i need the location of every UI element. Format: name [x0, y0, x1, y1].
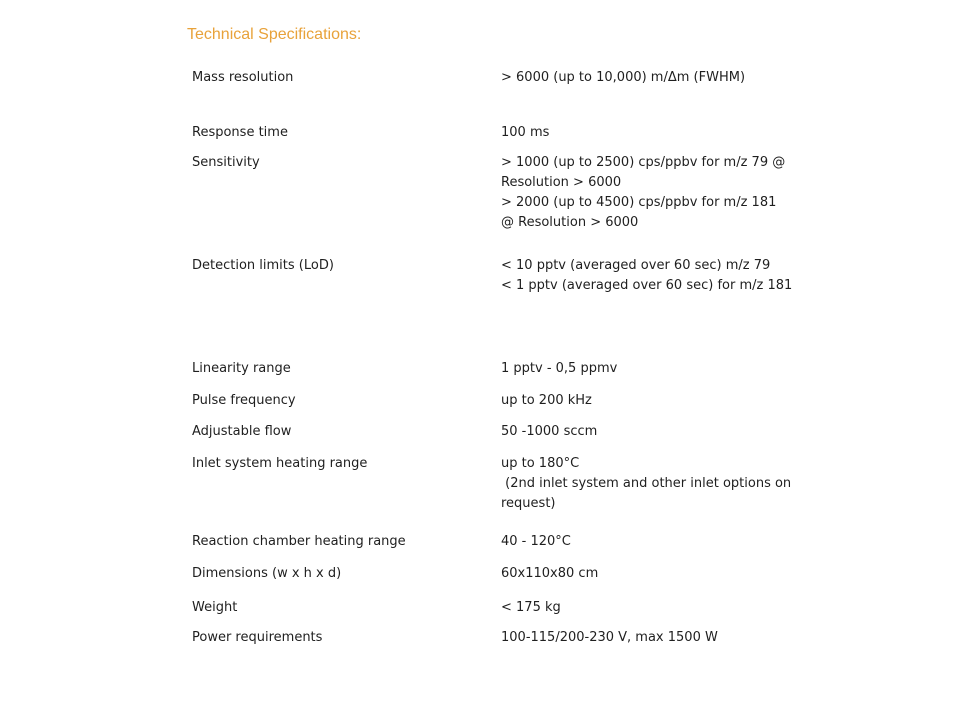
spec-value-line: up to 180°C — [501, 456, 580, 471]
spec-label: Pulse frequency — [192, 393, 296, 408]
spec-value — [501, 153, 801, 233]
page-title: Technical Specifications: — [187, 26, 362, 43]
spec-value-line: (2nd inlet system and other inlet options on — [501, 476, 792, 491]
spec-label: Inlet system heating range — [192, 456, 368, 471]
spec-value — [501, 68, 801, 88]
spec-value — [501, 123, 801, 143]
spec-label: Response time — [192, 125, 288, 140]
spec-label: Mass resolution — [192, 70, 294, 85]
spec-value-line: 100-115/200-230 V, max 1500 W — [501, 630, 718, 645]
spec-label: Detection limits (LoD) — [192, 258, 334, 273]
spec-value — [501, 628, 801, 648]
spec-value — [501, 391, 801, 411]
spec-value-line: 40 - 120°C — [501, 534, 571, 549]
spec-value — [501, 598, 801, 618]
spec-label: Adjustable flow — [192, 424, 292, 439]
spec-label: Weight — [192, 600, 238, 615]
spec-label: Reaction chamber heating range — [192, 534, 406, 549]
spec-value — [501, 256, 801, 296]
spec-value — [501, 564, 801, 584]
spec-value-line: up to 200 kHz — [501, 393, 592, 408]
spec-value-line: 50 -1000 sccm — [501, 424, 598, 439]
spec-value-line: 60x110x80 cm — [501, 566, 599, 581]
spec-value-line: < 10 pptv (averaged over 60 sec) m/z 79 — [501, 258, 771, 273]
spec-value-line: > 2000 (up to 4500) cps/ppbv for m/z 181 — [501, 195, 777, 210]
spec-label: Dimensions (w x h x d) — [192, 566, 342, 581]
spec-label: Linearity range — [192, 361, 291, 376]
spec-value-line: @ Resolution > 6000 — [501, 215, 639, 230]
spec-value-line: > 6000 (up to 10,000) m/Δm (FWHM) — [501, 70, 746, 85]
spec-label: Sensitivity — [192, 155, 260, 170]
spec-value-line: 100 ms — [501, 125, 550, 140]
spec-value-line: > 1000 (up to 2500) cps/ppbv for m/z 79 @ — [501, 155, 786, 170]
spec-value — [501, 422, 801, 442]
spec-value — [501, 359, 801, 379]
spec-value — [501, 454, 801, 514]
spec-value-line: Resolution > 6000 — [501, 175, 622, 190]
spec-value-line: < 1 pptv (averaged over 60 sec) for m/z 181 — [501, 278, 793, 293]
spec-value — [501, 532, 801, 552]
spec-label: Power requirements — [192, 630, 323, 645]
spec-value-line: < 175 kg — [501, 600, 561, 615]
spec-value-line: 1 pptv - 0,5 ppmv — [501, 361, 618, 376]
spec-value-line: request) — [501, 496, 556, 511]
